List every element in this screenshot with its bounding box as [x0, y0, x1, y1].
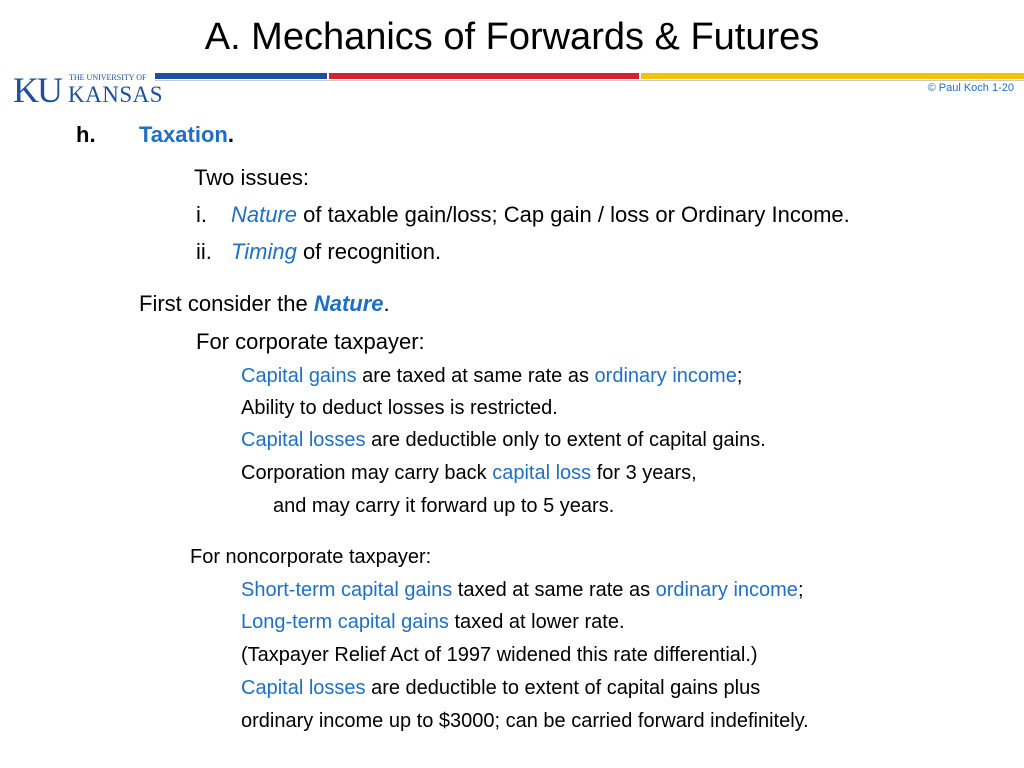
header-divider — [155, 80, 1024, 81]
issue-1-term: Nature — [231, 202, 298, 227]
corporate-line-1 — [241, 365, 742, 388]
noncorporate-line-3: (Taxpayer Relief Act of 1997 widened this rate differential.) — [241, 644, 758, 666]
corporate-line-4-a: Corporation may carry back — [241, 462, 493, 484]
section-label: h. — [76, 122, 96, 147]
corporate-line-3-b: are deductible only to extent of capital gains. — [365, 429, 766, 451]
issue-2-term: Timing — [231, 239, 297, 264]
nature-term: Nature — [313, 291, 384, 316]
header-bar-blue — [155, 73, 327, 79]
slide-title: A. Mechanics of Forwards & Futures — [204, 16, 820, 58]
noncorporate-line-1-a: Short-term capital gains — [241, 579, 453, 601]
noncorporate-line-2-b: taxed at lower rate. — [448, 611, 625, 633]
noncorporate-line-5: ordinary income up to $3000; can be carried forward indefinitely. — [241, 710, 809, 732]
header-bar-yellow — [641, 73, 1024, 79]
ku-logo — [13, 70, 164, 110]
issue-1 — [231, 202, 850, 228]
corporate-line-4 — [241, 462, 697, 485]
issue-1-text: of taxable gain/loss; Cap gain / loss or Ordinary Income. — [297, 202, 850, 227]
noncorporate-line-1-c: ordinary income — [655, 579, 798, 601]
corporate-line-2: Ability to deduct losses is restricted. — [241, 397, 558, 419]
corporate-line-1-b: are taxed at same rate as — [356, 365, 595, 387]
noncorporate-line-2-a: Long-term capital gains — [241, 611, 449, 633]
nature-intro — [139, 291, 390, 317]
corporate-line-3 — [241, 429, 766, 452]
noncorporate-line-4-b: are deductible to extent of capital gains plus — [365, 677, 761, 699]
corporate-heading: For corporate taxpayer: — [196, 329, 425, 354]
header-bar-red — [329, 73, 639, 79]
noncorporate-line-1-b: taxed at same rate as — [452, 579, 656, 601]
section-title-suffix: . — [227, 122, 234, 147]
noncorporate-line-2 — [241, 611, 625, 634]
corporate-line-4-c: for 3 years, — [591, 462, 697, 484]
noncorporate-line-4 — [241, 677, 760, 700]
section-title-text: Taxation — [139, 122, 228, 147]
nature-prefix: First consider the — [139, 291, 314, 316]
issue-2-text: of recognition. — [296, 239, 442, 264]
corporate-line-1-d: ; — [736, 365, 743, 387]
nature-suffix: . — [383, 291, 390, 316]
copyright-notice: © Paul Koch 1-20 — [927, 82, 1014, 94]
corporate-line-5: and may carry it forward up to 5 years. — [273, 495, 615, 517]
noncorporate-line-1-d: ; — [797, 579, 804, 601]
noncorporate-heading: For noncorporate taxpayer: — [190, 546, 432, 568]
noncorporate-line-1 — [241, 579, 804, 602]
ku-logo-line1: THE UNIVERSITY OF — [69, 73, 147, 82]
section-title — [139, 122, 234, 148]
noncorporate-line-4-a: Capital losses — [241, 677, 366, 699]
issue-1-number: i. — [196, 202, 207, 227]
issue-2-number: ii. — [196, 239, 212, 264]
issues-intro: Two issues: — [194, 165, 309, 190]
ku-logo-mark: KU — [13, 70, 61, 110]
issue-2 — [231, 239, 441, 265]
corporate-line-1-c: ordinary income — [594, 365, 737, 387]
corporate-line-1-a: Capital gains — [241, 365, 357, 387]
corporate-line-3-a: Capital losses — [241, 429, 366, 451]
corporate-line-4-b: capital loss — [492, 462, 592, 484]
ku-logo-line2: KANSAS — [68, 82, 164, 107]
